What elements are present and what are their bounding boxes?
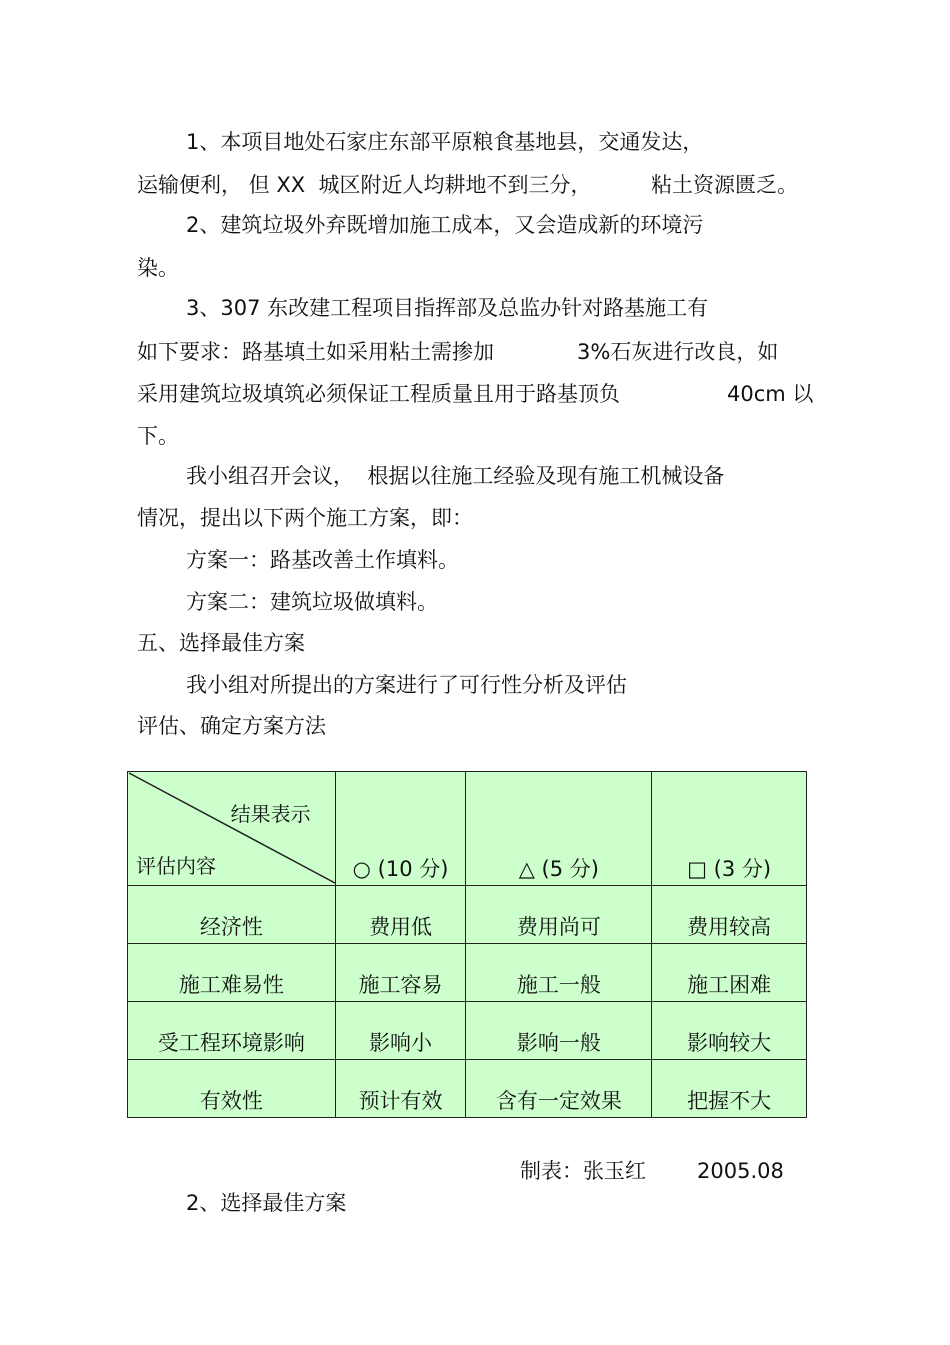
column-header-triangle: △ (5 分) <box>466 772 652 886</box>
table-row <box>128 1002 807 1060</box>
table-row <box>128 944 807 1002</box>
paragraph-3-line-3-left: 采用建筑垃圾填筑必须保证工程质量且用于路基顶负 <box>137 382 620 406</box>
table-cell: 影响小 <box>335 1002 466 1060</box>
paragraph-4-line-1: 我小组召开会议， 根据以往施工经验及现有施工机械设备 <box>186 464 725 488</box>
table-cell: 费用较高 <box>652 886 807 944</box>
table-cell: 预计有效 <box>335 1060 466 1118</box>
paragraph-7: 我小组对所提出的方案进行了可行性分析及评估 <box>186 673 627 697</box>
table-cell: 影响一般 <box>466 1002 652 1060</box>
row-label: 经济性 <box>128 886 336 944</box>
row-label: 受工程环境影响 <box>128 1002 336 1060</box>
table-row <box>128 886 807 944</box>
paragraph-3-line-3-right: 40cm 以 <box>727 382 814 406</box>
evaluation-table <box>127 771 807 1118</box>
paragraph-3-line-2-right: 3%石灰进行改良，如 <box>577 340 779 364</box>
table-cell: 把握不大 <box>652 1060 807 1118</box>
table-date: 2005.08 <box>697 1159 784 1183</box>
paragraph-1-line-1: 1、本项目地处石家庄东部平原粮食基地县，交通发达， <box>186 130 704 154</box>
row-label: 施工难易性 <box>128 944 336 1002</box>
table-cell: 费用尚可 <box>466 886 652 944</box>
corner-label-result: 结果表示 <box>230 802 311 826</box>
paragraph-1-line-2-left: 运输便利， 但 XX 城区附近人均耕地不到三分， <box>137 173 592 197</box>
column-header-circle: ○ (10 分) <box>335 772 466 886</box>
paragraph-1-line-2-right: 粘土资源匮乏。 <box>651 173 798 197</box>
table-header-row <box>128 772 807 886</box>
table-cell: 影响较大 <box>652 1002 807 1060</box>
corner-label-criteria: 评估内容 <box>136 854 216 878</box>
table-cell: 施工一般 <box>466 944 652 1002</box>
diagonal-header-cell <box>128 772 336 886</box>
table-cell: 施工困难 <box>652 944 807 1002</box>
column-header-square: □ (3 分) <box>652 772 807 886</box>
table-row <box>128 1060 807 1118</box>
plan-one: 方案一：路基改善土作填料。 <box>186 548 459 572</box>
paragraph-2-line-2: 染。 <box>137 256 179 280</box>
paragraph-3-line-2-left: 如下要求：路基填土如采用粘土需掺加 <box>137 340 494 364</box>
paragraph-3-line-1: 3、307 东改建工程项目指挥部及总监办针对路基施工有 <box>186 296 709 320</box>
plan-two: 方案二：建筑垃圾做填料。 <box>186 590 438 614</box>
paragraph-4-line-2: 情况，提出以下两个施工方案，即： <box>137 506 473 530</box>
table-cell: 费用低 <box>335 886 466 944</box>
paragraph-2-line-1: 2、建筑垃圾外弃既增加施工成本，又会造成新的环境污 <box>186 213 704 237</box>
section-heading-five: 五、选择最佳方案 <box>137 631 305 655</box>
table-maker: 制表：张玉红 <box>520 1159 646 1183</box>
next-section-heading: 2、选择最佳方案 <box>186 1191 347 1215</box>
row-label: 有效性 <box>128 1060 336 1118</box>
paragraph-8: 评估、确定方案方法 <box>137 714 326 738</box>
table-cell: 施工容易 <box>335 944 466 1002</box>
paragraph-3-line-4: 下。 <box>137 424 179 448</box>
table-cell: 含有一定效果 <box>466 1060 652 1118</box>
